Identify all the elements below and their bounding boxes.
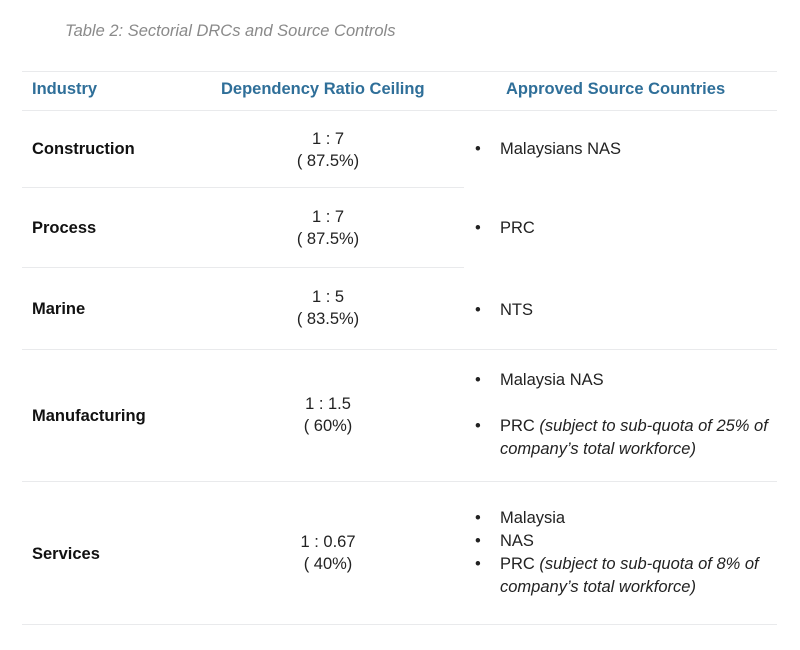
industry-services: Services xyxy=(32,545,100,563)
drc-ratio: 1 : 7 xyxy=(311,208,345,226)
drc-percent: ( 40%) xyxy=(303,555,353,573)
list-item xyxy=(475,553,775,599)
bullet-icon: • xyxy=(475,219,481,237)
bullet-icon: • xyxy=(475,371,481,389)
header-top-rule xyxy=(22,71,777,72)
drc-ratio: 1 : 7 xyxy=(311,130,345,148)
list-item xyxy=(475,530,775,553)
list-item xyxy=(475,299,775,322)
sources-services xyxy=(475,507,775,599)
drc-ratio: 1 : 1.5 xyxy=(305,395,351,413)
header-dependency-ratio-ceiling: Dependency Ratio Ceiling xyxy=(221,80,425,98)
drc-percent: ( 87.5%) xyxy=(296,230,360,248)
bullet-icon: • xyxy=(475,301,481,319)
bullet-icon: • xyxy=(475,140,481,158)
header-industry: Industry xyxy=(32,80,98,98)
drc-percent: ( 87.5%) xyxy=(296,152,360,170)
sources-manufacturing xyxy=(475,369,775,461)
bullet-icon: • xyxy=(475,417,481,435)
source-country: PRC xyxy=(500,555,540,573)
source-note: (subject to sub-quota of 25% of company’s total workforce) xyxy=(500,417,768,458)
drc-process xyxy=(228,206,428,250)
list-item xyxy=(475,217,775,240)
industry-manufacturing: Manufacturing xyxy=(32,407,146,425)
row-divider xyxy=(22,187,464,188)
table-bottom-rule xyxy=(22,624,777,625)
drc-percent: ( 83.5%) xyxy=(296,310,360,328)
list-item xyxy=(475,138,775,161)
drc-percent: ( 60%) xyxy=(303,417,353,435)
source-country: Malaysia NAS xyxy=(500,371,604,389)
source-country: PRC xyxy=(500,219,535,237)
drc-manufacturing xyxy=(228,393,428,437)
row-divider xyxy=(22,267,464,268)
source-country: PRC xyxy=(500,417,540,435)
source-country: NTS xyxy=(500,301,533,319)
bullet-icon: • xyxy=(475,532,481,550)
header-approved-source-countries: Approved Source Countries xyxy=(506,80,726,98)
industry-construction: Construction xyxy=(32,140,135,158)
table-caption: Table 2: Sectorial DRCs and Source Controls xyxy=(65,22,396,40)
sources-process xyxy=(475,217,775,240)
list-item xyxy=(475,369,775,392)
industry-process: Process xyxy=(32,219,97,237)
industry-marine: Marine xyxy=(32,300,86,318)
source-note: (subject to sub-quota of 8% of company’s total workforce) xyxy=(500,555,759,596)
bullet-icon: • xyxy=(475,509,481,527)
sources-construction xyxy=(475,138,775,161)
row-divider xyxy=(22,481,777,482)
drc-construction xyxy=(228,128,428,172)
row-divider xyxy=(22,349,777,350)
list-item xyxy=(475,507,775,530)
header-bottom-rule xyxy=(22,110,777,111)
list-item xyxy=(475,415,775,461)
source-country: Malaysia xyxy=(500,509,566,527)
source-country: Malaysians NAS xyxy=(500,140,622,158)
drc-marine xyxy=(228,286,428,330)
drc-ratio: 1 : 0.67 xyxy=(300,533,356,551)
sources-marine xyxy=(475,299,775,322)
bullet-icon: • xyxy=(475,555,481,573)
source-country: NAS xyxy=(500,532,534,550)
drc-ratio: 1 : 5 xyxy=(311,288,345,306)
drc-services xyxy=(228,531,428,575)
